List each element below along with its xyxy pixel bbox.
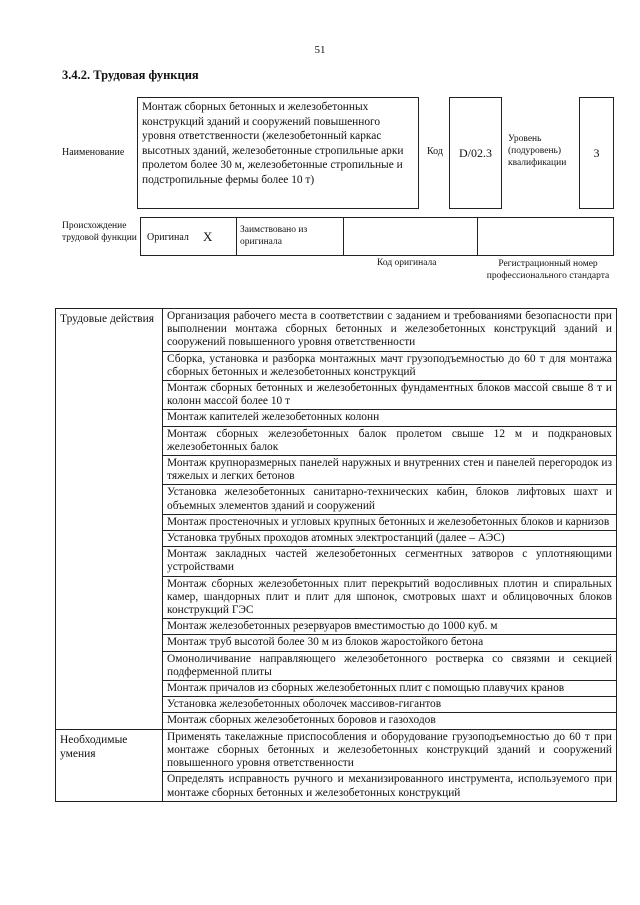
original-code-label: Код оригинала [377,258,437,268]
code-label: Код [427,146,443,157]
function-details-table [55,308,617,802]
labor-action-item: Сборка, установка и разборка монтажных мачт грузоподъемностью до 60 т для монтажа сборных бетонных и железобетонных конструкций [163,351,617,380]
level-label: Уровень (подуровень) квалификации [508,134,567,168]
labor-action-item: Монтаж крупноразмерных панелей наружных и внутренних стен и панелей перегородок из тяжелых и легких бетонов [163,456,617,485]
original-mark: X [203,229,213,244]
labor-action-item: Монтаж труб высотой более 30 м из блоков жаростойкого бетона [163,635,617,651]
origin-label: Происхождение трудовой функции [62,221,137,243]
labor-action-item: Установка железобетонных оболочек массивов-гигантов [163,697,617,713]
skill-item: Определять исправность ручного и механизированного инструмента, используемого при монтаже сборных бетонных и железобетонных конструкций [163,772,617,801]
labor-action-item: Монтаж закладных частей железобетонных сегментных затворов с уплотняющими устройствами [163,547,617,576]
required-skills-label: Необходимые умения [56,729,163,801]
labor-action-item: Монтаж сборных железобетонных балок пролетом свыше 12 м и подкрановых железобетонных балок [163,426,617,455]
page-number: 51 [314,44,326,56]
table-row [56,729,617,772]
original-label: Оригинал [147,232,189,243]
labor-action-item: Омоноличивание направляющего железобетонного ростверка со связями и секцией подферменной плиты [163,651,617,680]
labor-action-item: Монтаж капителей железобетонных колонн [163,410,617,426]
labor-action-item: Монтаж простеночных и угловых крупных бетонных и железобетонных блоков и карнизов [163,514,617,530]
labor-action-item: Монтаж железобетонных резервуаров вместимостью до 1000 куб. м [163,619,617,635]
origin-row [140,217,614,256]
function-name: Монтаж сборных бетонных и железобетонных конструкций зданий и сооружений повышенного уровня ответственности (железобетонный каркас высотных зданий, железобетонные стропильные арки пролетом более 30 м, железобетонные стропильные и подстропильные фермы более 10 т) [137,97,419,209]
table-row [56,309,617,352]
section-heading: 3.4.2. Трудовая функция [62,68,199,82]
original-code-cell [344,218,478,255]
borrowed-cell: Заимствовано из оригинала [237,218,344,255]
labor-action-item: Установка трубных проходов атомных электростанций (далее – АЭС) [163,531,617,547]
qualification-level: 3 [579,97,614,209]
labor-action-item: Монтаж причалов из сборных железобетонных плит с помощью плавучих кранов [163,681,617,697]
labor-actions-label: Трудовые действия [56,309,163,730]
original-cell [141,218,237,255]
reg-number-label: Регистрационный номер профессионального стандарта [486,259,610,281]
labor-action-item: Монтаж сборных железобетонных плит перекрытий водосливных плотин и спиральных камер, шандорных плит и плит для шпонок, смотровых шахт и облицовочных блоков конструкций ГЭС [163,576,617,619]
function-code: D/02.3 [449,97,502,209]
name-label: Наименование [62,147,125,158]
skill-item: Применять такелажные приспособления и оборудование грузоподъемностью до 60 т при монтаже сборных бетонных и железобетонных конструкций зданий и сооружений повышенного уровня ответственности [163,729,617,772]
labor-action-item: Монтаж сборных железобетонных боровов и газоходов [163,713,617,729]
labor-action-item: Организация рабочего места в соответствии с заданием и требованиями безопасности при выполнении монтажа сборных бетонных и железобетонных конструкций зданий и сооружений повышенного уровня ответственности [163,309,617,352]
reg-number-cell [478,218,613,255]
labor-action-item: Монтаж сборных бетонных и железобетонных фундаментных блоков массой свыше 8 т и колонн массой более 10 т [163,381,617,410]
labor-action-item: Установка железобетонных санитарно-технических кабин, блоков лифтовых шахт и объемных элементов зданий и сооружений [163,485,617,514]
